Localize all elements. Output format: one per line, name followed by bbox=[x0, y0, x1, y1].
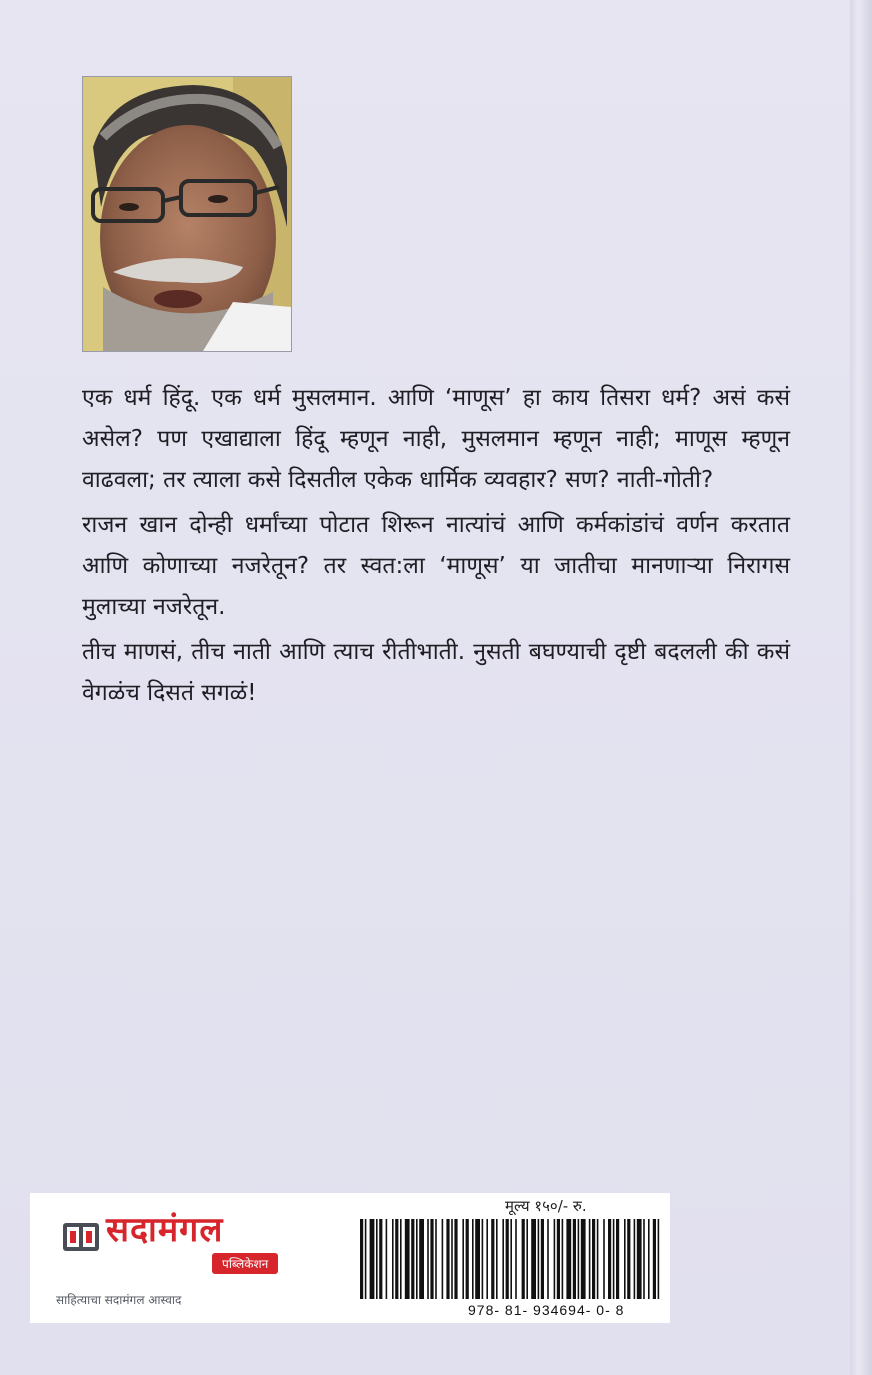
barcode-bar bbox=[502, 1219, 504, 1299]
barcode-bar bbox=[624, 1219, 626, 1299]
barcode-bar bbox=[482, 1219, 484, 1299]
barcode-bar bbox=[648, 1219, 650, 1299]
publisher-sub: पब्लिकेशन bbox=[212, 1253, 278, 1274]
barcode-bar bbox=[392, 1219, 394, 1299]
blurb-text bbox=[82, 378, 790, 718]
barcode-bar bbox=[386, 1219, 388, 1299]
book-icon bbox=[62, 1221, 100, 1253]
publisher-tagline: साहित्याचा सदामंगल आस्वाद bbox=[56, 1293, 182, 1307]
barcode-bar bbox=[547, 1219, 549, 1299]
barcode-bar bbox=[454, 1219, 457, 1299]
barcode-bar bbox=[466, 1219, 469, 1299]
barcode-bar bbox=[627, 1219, 630, 1299]
barcode-bar bbox=[566, 1219, 571, 1299]
barcode-bar bbox=[541, 1219, 544, 1299]
barcode-bar bbox=[531, 1219, 536, 1299]
barcode-bar bbox=[608, 1219, 611, 1299]
publisher-name: सदामंगल bbox=[106, 1210, 224, 1250]
barcode-bar bbox=[510, 1219, 512, 1299]
barcode-bar bbox=[613, 1219, 615, 1299]
barcode-bar bbox=[643, 1219, 645, 1299]
barcode-bar bbox=[637, 1219, 642, 1299]
price-label: मूल्य १५०/- रु. bbox=[505, 1197, 587, 1215]
barcode-bar bbox=[634, 1219, 636, 1299]
barcode-bar bbox=[597, 1219, 599, 1299]
barcode-bar bbox=[395, 1219, 398, 1299]
barcode bbox=[356, 1219, 666, 1299]
barcode-bar bbox=[491, 1219, 494, 1299]
barcode-bar bbox=[538, 1219, 540, 1299]
barcode-bar bbox=[411, 1219, 414, 1299]
barcode-bar bbox=[370, 1219, 375, 1299]
barcode-bar bbox=[616, 1219, 619, 1299]
barcode-bar bbox=[416, 1219, 418, 1299]
barcode-bar bbox=[472, 1219, 474, 1299]
barcode-bar bbox=[360, 1219, 363, 1299]
barcode-bar bbox=[365, 1219, 367, 1299]
barcode-bar bbox=[653, 1219, 656, 1299]
barcode-bar bbox=[562, 1219, 564, 1299]
barcode-bar bbox=[451, 1219, 453, 1299]
barcode-bar bbox=[419, 1219, 424, 1299]
barcode-bar bbox=[592, 1219, 595, 1299]
barcode-bar bbox=[658, 1219, 660, 1299]
barcode-bar bbox=[405, 1219, 410, 1299]
barcode-bar bbox=[427, 1219, 429, 1299]
isbn-number: 978- 81- 934694- 0- 8 bbox=[468, 1302, 625, 1318]
barcode-bar bbox=[486, 1219, 488, 1299]
barcode-bar bbox=[446, 1219, 449, 1299]
barcode-bar bbox=[379, 1219, 382, 1299]
barcode-bar bbox=[557, 1219, 560, 1299]
barcode-bar bbox=[462, 1219, 464, 1299]
barcode-bar bbox=[573, 1219, 576, 1299]
barcode-bar bbox=[603, 1219, 605, 1299]
barcode-bar bbox=[515, 1219, 517, 1299]
barcode-bar bbox=[376, 1219, 378, 1299]
publisher-logo bbox=[30, 1193, 326, 1323]
barcode-bar bbox=[475, 1219, 480, 1299]
barcode-bar bbox=[435, 1219, 437, 1299]
barcode-bar bbox=[400, 1219, 402, 1299]
barcode-bar bbox=[578, 1219, 580, 1299]
author-photo bbox=[82, 76, 292, 352]
blurb-paragraph-3: तीच माणसं, तीच नाती आणि त्याच रीतीभाती. नुसती बघण्याची दृष्टी बदलली की कसं वेगळंच दिसतं सगळं! bbox=[82, 639, 790, 706]
barcode-bar bbox=[496, 1219, 498, 1299]
barcode-bar bbox=[554, 1219, 556, 1299]
barcode-bar bbox=[526, 1219, 528, 1299]
cover-edge bbox=[850, 0, 872, 1375]
barcode-bar bbox=[430, 1219, 433, 1299]
barcode-bar bbox=[589, 1219, 591, 1299]
barcode-bar bbox=[442, 1219, 444, 1299]
barcode-bar bbox=[506, 1219, 509, 1299]
barcode-bar bbox=[581, 1219, 586, 1299]
barcode-bar bbox=[522, 1219, 525, 1299]
blurb-paragraph-2: राजन खान दोन्ही धर्मांच्या पोटात शिरून नात्यांचं आणि कर्मकांडांचं वर्णन करतात आणि कोणाच्या नजरेतून? तर स्वत:ला ‘माणूस’ या जातीचा मानणाऱ्या निरागस मुलाच्या नजरेतून. bbox=[82, 512, 790, 620]
blurb-paragraph-1: एक धर्म हिंदू. एक धर्म मुसलमान. आणि ‘माणूस’ हा काय तिसरा धर्म? असं कसं असेल? पण एखाद्याला हिंदू म्हणून नाही, मुसलमान म्हणून नाही; माणूस म्हणून वाढवला; तर त्याला कसे दिसतील एकेक धार्मिक व्यवहार? सण? नाती-गोती? bbox=[82, 385, 790, 493]
